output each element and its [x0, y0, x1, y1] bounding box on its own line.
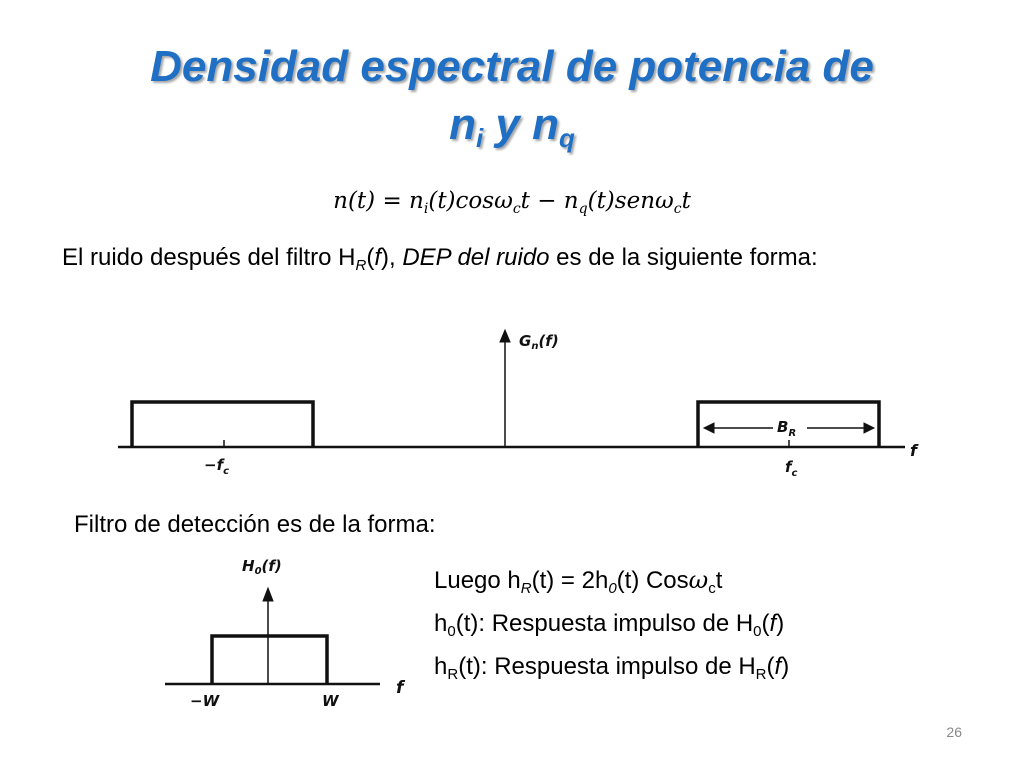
page-number: 26: [946, 724, 962, 740]
h0-x-label: f: [396, 678, 404, 698]
note-sub: R: [447, 666, 459, 683]
note-text: (t): Respuesta impulso de H: [455, 610, 754, 637]
psd-x-label: f: [910, 441, 917, 460]
p1-text: El ruido después del filtro H: [62, 244, 356, 271]
note-line-3: [434, 649, 789, 692]
eq-sub: c: [512, 201, 521, 217]
note-text: (t): Respuesta impulso de H: [458, 653, 756, 680]
br-label: $B_R$: [777, 418, 797, 439]
neg-fc-label: $-f_c$: [204, 456, 230, 477]
note-sub: 0: [447, 623, 456, 640]
pos-fc-label: $f_c$: [785, 458, 798, 479]
note-text: ): [776, 610, 785, 637]
note-text: ): [781, 653, 790, 680]
omega-symbol: ω: [688, 566, 709, 594]
eq-sub: c: [673, 201, 682, 217]
eq-part: t: [681, 188, 691, 214]
note-text: t: [715, 567, 723, 594]
eq-sub: q: [578, 201, 588, 217]
note-sub: c: [708, 580, 716, 597]
pos-w-label: W: [322, 692, 339, 710]
eq-part: n(t) = n: [333, 188, 424, 214]
title-n: n: [449, 100, 476, 149]
eq-part: (t)senω: [587, 188, 674, 214]
title-y: y: [483, 100, 533, 149]
h0-rect: [212, 636, 327, 684]
note-f: f: [769, 610, 777, 637]
note-sub: 0: [608, 580, 617, 597]
psd-y-label: $G_n(f)$: [519, 332, 559, 352]
note-text: (t) = 2h: [531, 567, 609, 594]
eq-sub: i: [423, 201, 429, 217]
br-right-arrowhead-icon: [864, 423, 874, 433]
note-sub: R: [520, 580, 532, 597]
psd-neg-band: [132, 402, 313, 447]
neg-w-label: −W: [190, 692, 220, 710]
note-text: h: [434, 653, 448, 680]
notes-block: [434, 563, 789, 692]
title-n: n: [532, 100, 560, 149]
note-text: h: [434, 610, 448, 637]
note-text: (: [766, 653, 775, 680]
note-text: (: [761, 610, 770, 637]
p1-text: (: [366, 244, 375, 271]
note-text: Luego h: [434, 567, 521, 594]
p1-italic: DEP del ruido: [402, 244, 550, 271]
note-f: f: [774, 653, 782, 680]
paragraph-detection-filter: Filtro de detección es de la forma:: [74, 511, 436, 538]
psd-y-arrow-icon: [500, 330, 510, 342]
p1-f: f: [374, 244, 381, 271]
title-line-1: Densidad espectral de potencia de: [150, 42, 874, 91]
note-text: (t) Cos: [616, 567, 689, 594]
title-sub-i: i: [475, 123, 484, 153]
br-left-arrowhead-icon: [704, 423, 714, 433]
h0-figure: [165, 588, 380, 684]
h0-y-label: $H_0(f)$: [242, 557, 282, 577]
h0-y-arrow-icon: [263, 588, 273, 601]
p1-text: es de la siguiente forma:: [549, 244, 818, 271]
p1-text: ),: [381, 244, 403, 271]
note-sub: R: [755, 666, 767, 683]
note-line-2: [434, 606, 789, 649]
title-sub-q: q: [559, 123, 575, 153]
note-line-1: [434, 563, 789, 606]
eq-part: t − n: [520, 188, 579, 214]
p1-sub: R: [355, 257, 367, 274]
note-sub: 0: [753, 623, 762, 640]
eq-part: (t)cosω: [428, 188, 513, 214]
